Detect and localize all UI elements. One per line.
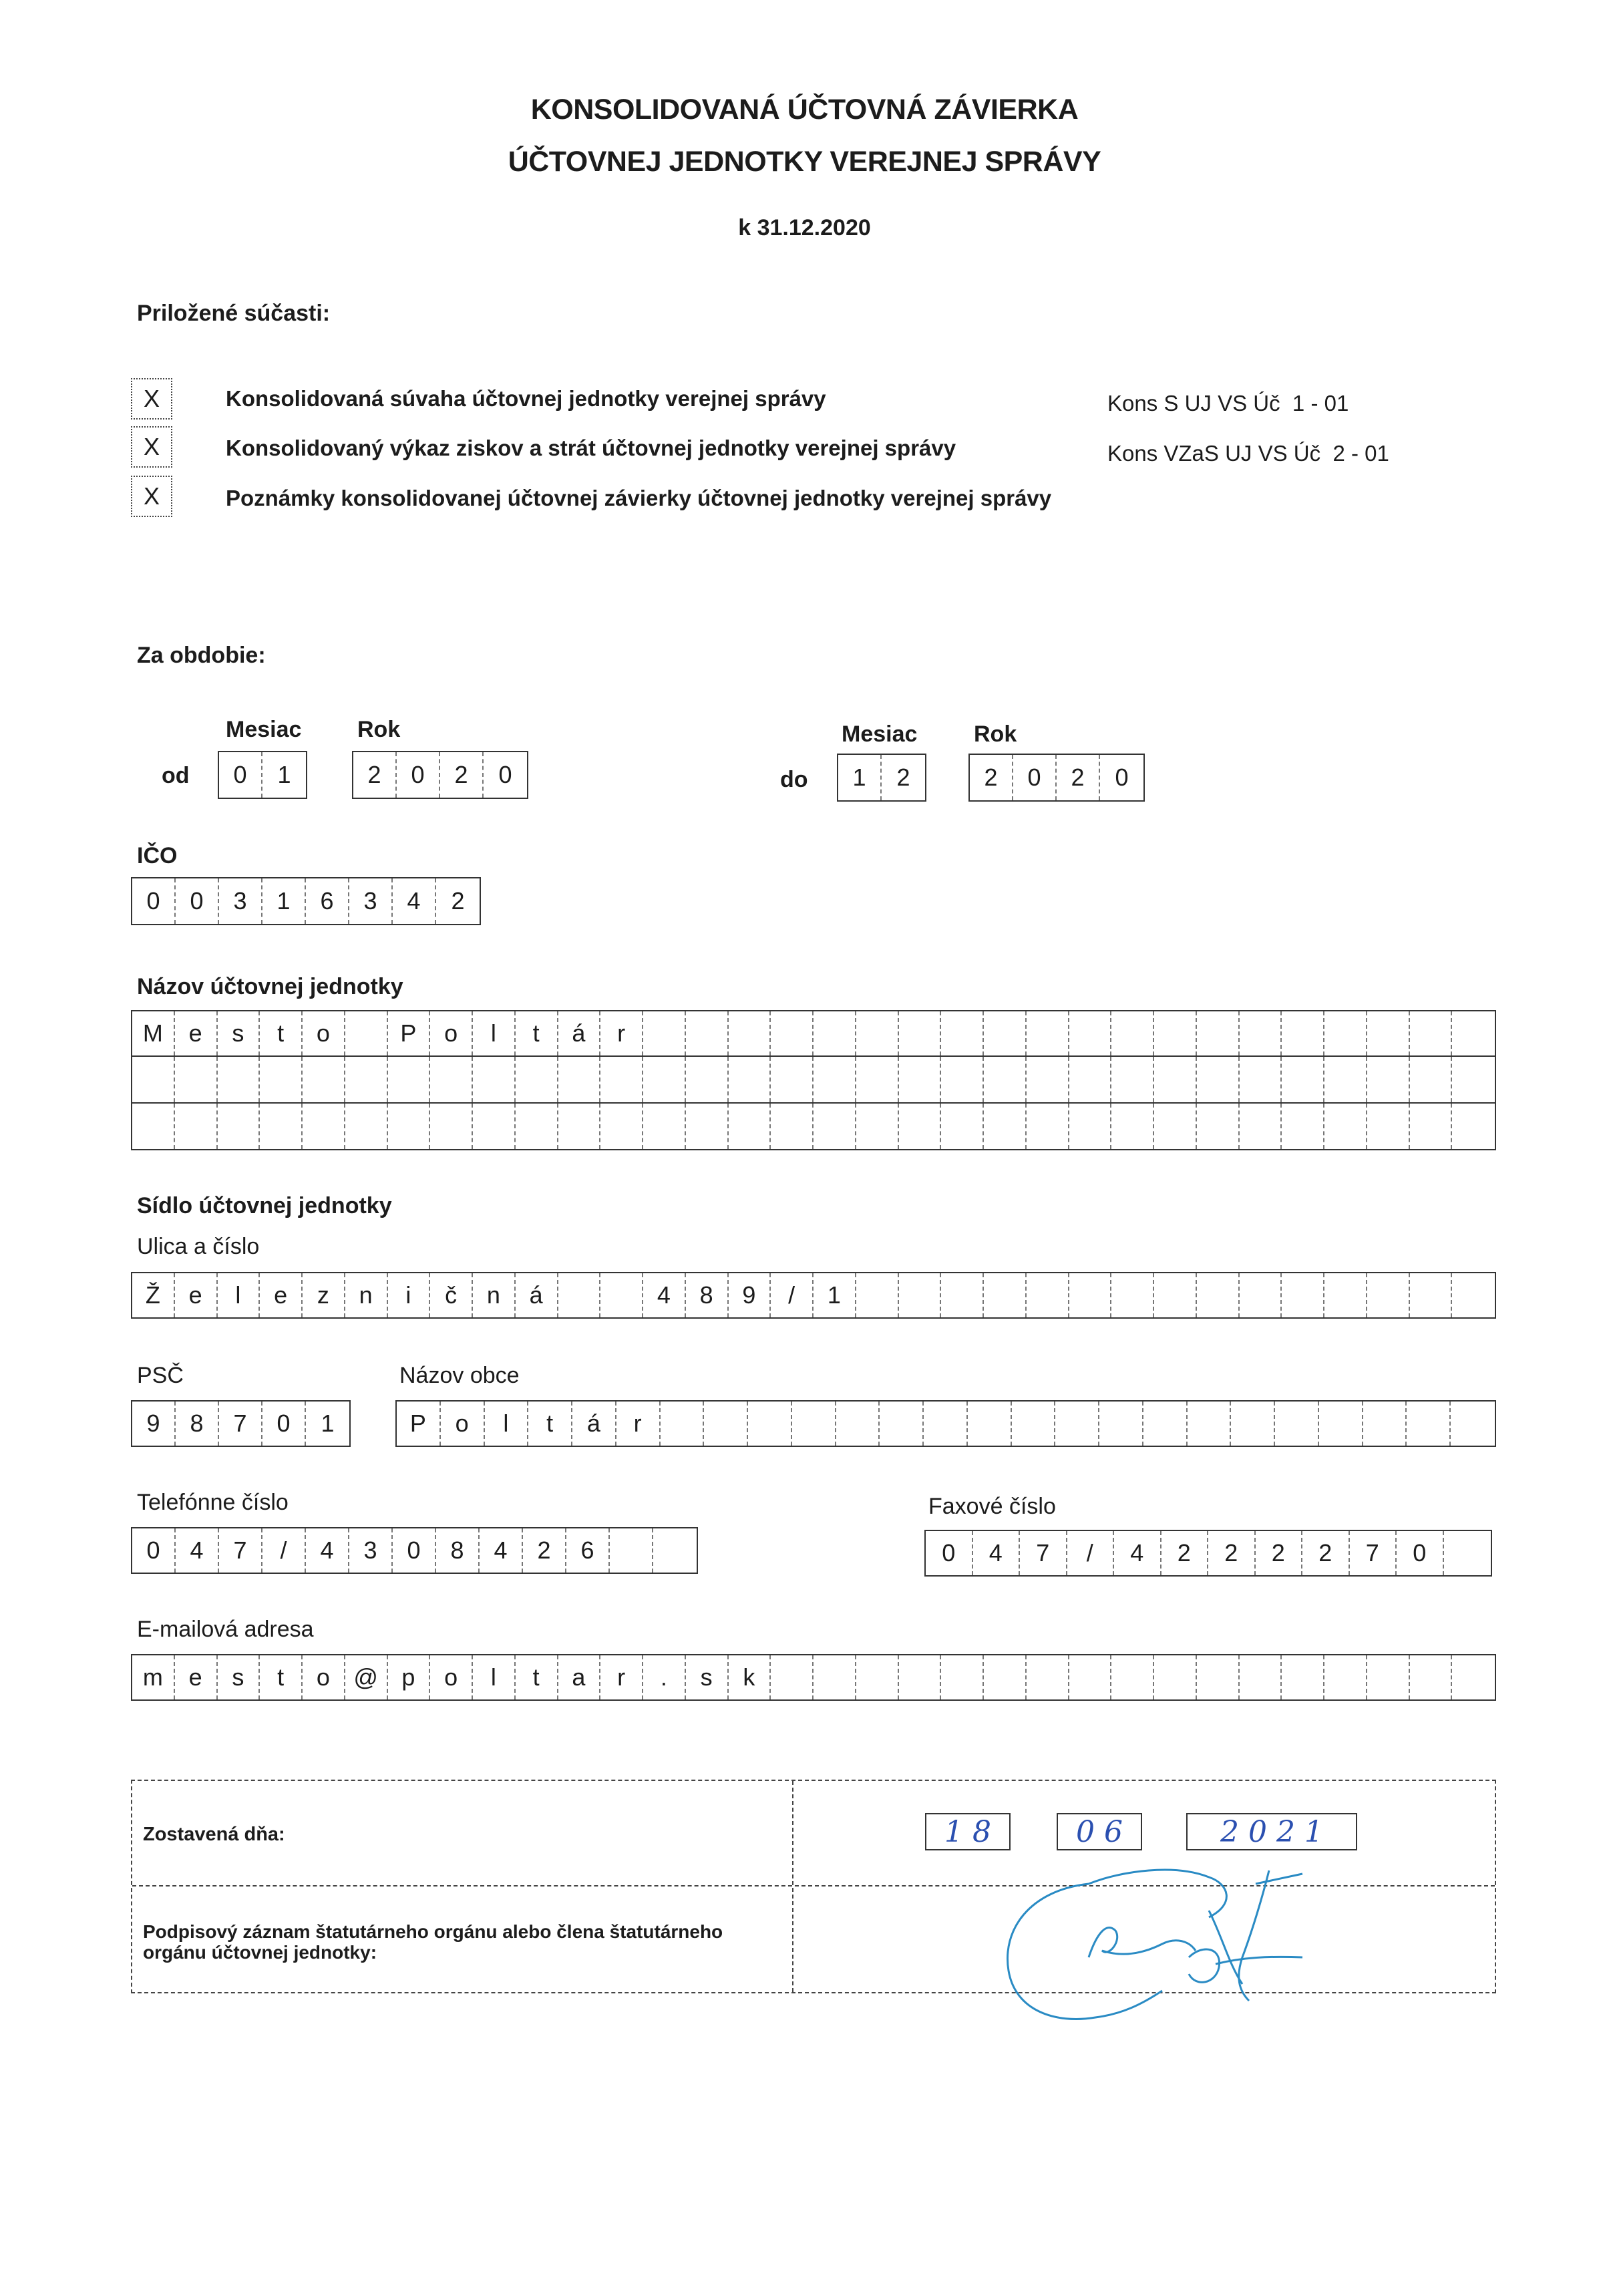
char-cell: 2 bbox=[1256, 1531, 1303, 1575]
char-cell: n bbox=[473, 1273, 516, 1317]
char-cell: 0 bbox=[132, 1528, 176, 1573]
from-year-field[interactable] bbox=[352, 751, 528, 799]
char-cell bbox=[643, 1011, 686, 1055]
char-cell bbox=[856, 1655, 899, 1699]
char-cell bbox=[661, 1402, 705, 1446]
char-cell: 4 bbox=[973, 1531, 1021, 1575]
digit-cell: 2 bbox=[1057, 755, 1100, 800]
char-cell: 3 bbox=[349, 878, 393, 924]
char-cell: 2 bbox=[451, 887, 465, 915]
char-cell bbox=[388, 1057, 431, 1102]
char-cell bbox=[984, 1011, 1027, 1055]
char-cell: M bbox=[132, 1011, 175, 1055]
char-cell bbox=[1143, 1402, 1188, 1446]
char-cell bbox=[175, 1057, 218, 1102]
from-label: od bbox=[162, 763, 190, 788]
char-cell: t bbox=[516, 1655, 558, 1699]
char-cell: o bbox=[303, 1011, 345, 1055]
attachment-code: Kons VZaS UJ VS Úč 2 - 01 bbox=[1107, 441, 1389, 466]
digit-cell: 0 bbox=[498, 761, 512, 788]
char-cell bbox=[1282, 1011, 1324, 1055]
char-cell: 9 bbox=[132, 1402, 176, 1446]
char-cell: 4 bbox=[306, 1528, 349, 1573]
char-cell: 4 bbox=[176, 1528, 219, 1573]
char-cell: o bbox=[430, 1011, 473, 1055]
char-cell: Ž bbox=[132, 1273, 175, 1317]
char-cell bbox=[856, 1057, 899, 1102]
char-cell bbox=[600, 1057, 643, 1102]
digit-cell: 1 bbox=[838, 755, 882, 800]
char-cell bbox=[1154, 1273, 1197, 1317]
char-cell bbox=[345, 1104, 388, 1149]
char-cell bbox=[1410, 1655, 1453, 1699]
char-cell bbox=[1197, 1273, 1240, 1317]
char-cell: 7 bbox=[1020, 1531, 1067, 1575]
char-cell bbox=[1240, 1104, 1282, 1149]
attachment-row bbox=[131, 426, 172, 468]
char-cell: z bbox=[303, 1273, 345, 1317]
char-cell bbox=[899, 1057, 942, 1102]
attachment-row bbox=[131, 476, 172, 517]
char-cell bbox=[1324, 1655, 1367, 1699]
char-cell bbox=[1367, 1104, 1410, 1149]
digit-cell: 1 bbox=[277, 761, 291, 788]
char-cell bbox=[1282, 1057, 1324, 1102]
char-cell bbox=[1324, 1011, 1367, 1055]
attachments-heading: Priložené súčasti: bbox=[137, 301, 331, 326]
char-cell bbox=[558, 1273, 601, 1317]
char-cell bbox=[1451, 1402, 1495, 1446]
char-cell: 7 bbox=[219, 1402, 262, 1446]
digit-cell: 2 bbox=[970, 755, 1013, 800]
char-cell bbox=[856, 1104, 899, 1149]
char-cell bbox=[516, 1057, 558, 1102]
char-cell bbox=[1111, 1104, 1154, 1149]
char-cell: m bbox=[132, 1655, 175, 1699]
digit-cell: 0 bbox=[1013, 755, 1057, 800]
fax-field[interactable] bbox=[924, 1530, 1492, 1577]
to-month-label: Mesiac bbox=[842, 721, 918, 747]
char-cell bbox=[686, 1011, 729, 1055]
from-month-field[interactable] bbox=[218, 751, 307, 799]
entity-name-field[interactable] bbox=[131, 1010, 1496, 1150]
char-cell: e bbox=[175, 1011, 218, 1055]
char-cell bbox=[1240, 1011, 1282, 1055]
email-label: E-mailová adresa bbox=[137, 1617, 314, 1642]
char-cell bbox=[1282, 1104, 1324, 1149]
char-cell bbox=[600, 1273, 643, 1317]
char-cell bbox=[1197, 1011, 1240, 1055]
char-cell: 6 bbox=[566, 1528, 610, 1573]
char-cell bbox=[473, 1057, 516, 1102]
char-cell bbox=[1027, 1104, 1069, 1149]
char-cell: 6 bbox=[306, 878, 349, 924]
char-cell bbox=[814, 1104, 856, 1149]
char-cell bbox=[1324, 1273, 1367, 1317]
compiled-date-label: Zostavená dňa: bbox=[143, 1824, 285, 1845]
attachment-checkbox[interactable]: X bbox=[131, 476, 172, 517]
char-cell bbox=[345, 1011, 388, 1055]
char-cell: r bbox=[600, 1011, 643, 1055]
period-heading: Za obdobie: bbox=[137, 643, 266, 668]
entity-name-label: Názov účtovnej jednotky bbox=[137, 974, 403, 999]
char-cell: s bbox=[218, 1011, 260, 1055]
char-cell bbox=[984, 1273, 1027, 1317]
signature-label: Podpisový záznam štatutárneho orgánu alebo člena štatutárneho orgánu účtovnej jednotky: bbox=[143, 1921, 723, 1963]
char-cell: k bbox=[729, 1655, 771, 1699]
char-cell bbox=[1069, 1011, 1112, 1055]
char-cell: o bbox=[441, 1402, 485, 1446]
char-cell bbox=[771, 1011, 814, 1055]
char-cell bbox=[771, 1057, 814, 1102]
char-cell: 8 bbox=[686, 1273, 729, 1317]
char-cell bbox=[260, 1057, 303, 1102]
char-cell: e bbox=[260, 1273, 303, 1317]
char-cell: a bbox=[558, 1655, 601, 1699]
digit-cell: 2 bbox=[353, 752, 397, 798]
char-cell bbox=[1367, 1057, 1410, 1102]
char-cell bbox=[941, 1011, 984, 1055]
char-cell: 1 bbox=[321, 1410, 335, 1437]
char-cell bbox=[610, 1528, 653, 1573]
char-cell bbox=[1282, 1655, 1324, 1699]
char-cell bbox=[941, 1273, 984, 1317]
char-cell bbox=[558, 1104, 601, 1149]
char-cell: / bbox=[771, 1273, 814, 1317]
char-cell bbox=[1240, 1655, 1282, 1699]
char-cell bbox=[1452, 1655, 1495, 1699]
char-cell bbox=[899, 1104, 942, 1149]
char-cell bbox=[1069, 1273, 1112, 1317]
month-box[interactable] bbox=[1057, 1813, 1142, 1850]
char-cell bbox=[899, 1655, 942, 1699]
char-cell: 4 bbox=[393, 878, 436, 924]
signature-drawing bbox=[989, 1857, 1336, 2044]
ico-field[interactable] bbox=[131, 877, 481, 925]
digit-cell: 0 bbox=[1115, 764, 1129, 791]
char-cell bbox=[1452, 1057, 1495, 1102]
char-cell bbox=[968, 1402, 1012, 1446]
char-cell bbox=[1240, 1273, 1282, 1317]
year-value: 2 0 2 1 bbox=[1220, 1815, 1323, 1849]
phone-field[interactable] bbox=[131, 1527, 698, 1574]
char-cell: 0 bbox=[132, 878, 176, 924]
char-cell: á bbox=[572, 1402, 616, 1446]
char-cell: 2 bbox=[1208, 1531, 1256, 1575]
char-cell bbox=[1111, 1057, 1154, 1102]
char-cell bbox=[748, 1402, 792, 1446]
char-cell bbox=[653, 1528, 697, 1573]
char-cell: / bbox=[262, 1528, 306, 1573]
char-cell: @ bbox=[345, 1655, 388, 1699]
char-cell bbox=[345, 1057, 388, 1102]
attachment-row bbox=[131, 378, 172, 420]
char-cell: s bbox=[218, 1655, 260, 1699]
char-cell bbox=[984, 1057, 1027, 1102]
char-cell: / bbox=[1067, 1531, 1115, 1575]
char-cell bbox=[643, 1057, 686, 1102]
char-cell bbox=[1319, 1402, 1363, 1446]
char-cell bbox=[558, 1057, 601, 1102]
char-cell: á bbox=[558, 1011, 601, 1055]
char-cell bbox=[729, 1104, 771, 1149]
char-cell: 4 bbox=[1114, 1531, 1161, 1575]
char-cell bbox=[771, 1104, 814, 1149]
char-cell: o bbox=[430, 1655, 473, 1699]
char-cell: . bbox=[643, 1655, 686, 1699]
attachment-checkbox[interactable]: X bbox=[131, 378, 172, 420]
char-cell: 3 bbox=[349, 1528, 393, 1573]
char-cell bbox=[260, 1104, 303, 1149]
char-cell bbox=[132, 1104, 175, 1149]
char-cell bbox=[473, 1104, 516, 1149]
char-cell bbox=[836, 1402, 880, 1446]
char-cell: 7 bbox=[219, 1528, 262, 1573]
char-cell bbox=[729, 1011, 771, 1055]
char-cell bbox=[792, 1402, 836, 1446]
char-cell bbox=[880, 1402, 924, 1446]
day-value: 1 8 bbox=[944, 1815, 991, 1849]
attachment-label: Konsolidovaný výkaz ziskov a strát účtovnej jednotky verejnej správy bbox=[226, 436, 956, 460]
char-cell bbox=[814, 1057, 856, 1102]
char-cell bbox=[1111, 1273, 1154, 1317]
city-label: Názov obce bbox=[399, 1363, 520, 1388]
char-cell bbox=[1188, 1402, 1232, 1446]
char-cell: p bbox=[388, 1655, 431, 1699]
char-cell: 8 bbox=[436, 1528, 480, 1573]
char-cell: e bbox=[175, 1273, 218, 1317]
from-month-label: Mesiac bbox=[226, 717, 302, 742]
phone-label: Telefónne číslo bbox=[137, 1490, 289, 1515]
char-cell bbox=[1154, 1655, 1197, 1699]
to-label: do bbox=[780, 767, 808, 792]
char-cell bbox=[1363, 1402, 1407, 1446]
char-cell bbox=[856, 1273, 899, 1317]
char-cell: r bbox=[600, 1655, 643, 1699]
attachment-label: Konsolidovaná súvaha účtovnej jednotky verejnej správy bbox=[226, 386, 826, 411]
char-cell: s bbox=[686, 1655, 729, 1699]
char-cell bbox=[729, 1057, 771, 1102]
char-cell bbox=[984, 1104, 1027, 1149]
char-cell: 0 bbox=[393, 1528, 436, 1573]
char-cell bbox=[1324, 1104, 1367, 1149]
char-cell bbox=[1367, 1655, 1410, 1699]
month-value: 0 6 bbox=[1076, 1815, 1123, 1849]
attachment-label: Poznámky konsolidovanej účtovnej závierky účtovnej jednotky verejnej správy bbox=[226, 486, 1052, 510]
char-cell bbox=[1410, 1104, 1453, 1149]
char-cell: 0 bbox=[1397, 1531, 1444, 1575]
char-cell: i bbox=[388, 1273, 431, 1317]
char-cell: 2 bbox=[1161, 1531, 1209, 1575]
char-cell bbox=[1154, 1011, 1197, 1055]
char-cell bbox=[1410, 1057, 1453, 1102]
char-cell: l bbox=[485, 1402, 529, 1446]
char-cell: 1 bbox=[814, 1273, 856, 1317]
char-cell bbox=[1197, 1655, 1240, 1699]
attachment-checkbox[interactable]: X bbox=[131, 426, 172, 468]
char-cell: e bbox=[175, 1655, 218, 1699]
char-cell: r bbox=[616, 1402, 661, 1446]
char-cell: č bbox=[430, 1273, 473, 1317]
char-cell bbox=[1452, 1011, 1495, 1055]
char-cell: l bbox=[218, 1273, 260, 1317]
char-cell: 4 bbox=[643, 1273, 686, 1317]
char-cell: 3 bbox=[219, 878, 262, 924]
char-cell bbox=[1367, 1273, 1410, 1317]
char-cell bbox=[1055, 1402, 1099, 1446]
psc-label: PSČ bbox=[137, 1363, 184, 1388]
from-year-label: Rok bbox=[357, 717, 401, 742]
char-cell: 2 bbox=[523, 1528, 566, 1573]
char-cell: á bbox=[516, 1273, 558, 1317]
char-cell bbox=[814, 1655, 856, 1699]
digit-cell: 2 bbox=[440, 752, 484, 798]
char-cell: t bbox=[260, 1011, 303, 1055]
char-cell bbox=[1027, 1655, 1069, 1699]
char-cell: 2 bbox=[1302, 1531, 1350, 1575]
char-cell bbox=[388, 1104, 431, 1149]
char-cell: 4 bbox=[480, 1528, 523, 1573]
psc-field[interactable] bbox=[131, 1400, 351, 1447]
char-cell bbox=[1452, 1104, 1495, 1149]
char-cell: 8 bbox=[176, 1402, 219, 1446]
char-cell bbox=[1154, 1057, 1197, 1102]
address-heading: Sídlo účtovnej jednotky bbox=[137, 1193, 392, 1218]
char-cell: t bbox=[516, 1011, 558, 1055]
char-cell: 7 bbox=[1350, 1531, 1397, 1575]
ico-label: IČO bbox=[137, 843, 178, 868]
char-cell bbox=[430, 1104, 473, 1149]
char-cell bbox=[303, 1057, 345, 1102]
char-cell: l bbox=[473, 1655, 516, 1699]
to-year-field[interactable] bbox=[968, 754, 1145, 802]
city-field[interactable] bbox=[395, 1400, 1496, 1447]
char-cell bbox=[941, 1104, 984, 1149]
char-cell bbox=[1154, 1104, 1197, 1149]
street-field[interactable] bbox=[131, 1272, 1496, 1319]
char-cell bbox=[1197, 1104, 1240, 1149]
char-cell bbox=[430, 1057, 473, 1102]
char-cell bbox=[1410, 1273, 1453, 1317]
char-cell: 0 bbox=[926, 1531, 973, 1575]
char-cell: 0 bbox=[176, 878, 219, 924]
page-title-line2: ÚČTOVNEJ JEDNOTKY VEREJNEJ SPRÁVY bbox=[508, 146, 1101, 178]
char-cell bbox=[856, 1011, 899, 1055]
char-cell: P bbox=[388, 1011, 431, 1055]
char-cell bbox=[899, 1011, 942, 1055]
year-box[interactable] bbox=[1186, 1813, 1357, 1850]
char-cell bbox=[643, 1104, 686, 1149]
char-cell bbox=[1027, 1011, 1069, 1055]
char-cell bbox=[924, 1402, 968, 1446]
char-cell bbox=[686, 1057, 729, 1102]
char-cell bbox=[941, 1057, 984, 1102]
char-cell: 9 bbox=[729, 1273, 771, 1317]
char-cell bbox=[1027, 1273, 1069, 1317]
char-cell bbox=[1069, 1104, 1112, 1149]
char-cell bbox=[686, 1104, 729, 1149]
char-cell: P bbox=[397, 1402, 441, 1446]
char-cell: t bbox=[260, 1655, 303, 1699]
char-cell bbox=[1111, 1011, 1154, 1055]
street-label: Ulica a číslo bbox=[137, 1234, 260, 1259]
char-cell bbox=[1240, 1057, 1282, 1102]
char-cell bbox=[600, 1104, 643, 1149]
char-cell bbox=[1197, 1057, 1240, 1102]
char-cell: 1 bbox=[262, 878, 306, 924]
digit-cell: 0 bbox=[219, 752, 262, 798]
day-box[interactable] bbox=[925, 1813, 1011, 1850]
char-cell bbox=[814, 1011, 856, 1055]
char-cell bbox=[1407, 1402, 1451, 1446]
char-cell bbox=[1367, 1011, 1410, 1055]
email-field[interactable] bbox=[131, 1654, 1496, 1701]
char-cell bbox=[516, 1104, 558, 1149]
char-cell: t bbox=[528, 1402, 572, 1446]
char-cell bbox=[984, 1655, 1027, 1699]
report-date: k 31.12.2020 bbox=[738, 215, 871, 240]
char-cell bbox=[1282, 1273, 1324, 1317]
char-cell bbox=[1069, 1655, 1112, 1699]
char-cell bbox=[303, 1104, 345, 1149]
char-cell bbox=[132, 1057, 175, 1102]
attachment-code: Kons S UJ VS Úč 1 - 01 bbox=[1107, 391, 1349, 416]
char-cell bbox=[218, 1057, 260, 1102]
char-cell bbox=[899, 1273, 942, 1317]
char-cell: l bbox=[473, 1011, 516, 1055]
char-cell bbox=[1324, 1057, 1367, 1102]
char-cell bbox=[218, 1104, 260, 1149]
char-cell bbox=[1012, 1402, 1056, 1446]
char-cell bbox=[1452, 1273, 1495, 1317]
char-cell bbox=[175, 1104, 218, 1149]
table-divider bbox=[792, 1781, 793, 1992]
char-cell bbox=[1111, 1655, 1154, 1699]
char-cell bbox=[704, 1402, 748, 1446]
char-cell bbox=[771, 1655, 814, 1699]
char-cell bbox=[1444, 1531, 1491, 1575]
fax-label: Faxové číslo bbox=[928, 1494, 1056, 1519]
page-title-line1: KONSOLIDOVANÁ ÚČTOVNÁ ZÁVIERKA bbox=[530, 94, 1079, 126]
digit-cell: 2 bbox=[896, 764, 910, 791]
char-cell: n bbox=[345, 1273, 388, 1317]
char-cell bbox=[1410, 1011, 1453, 1055]
char-cell bbox=[1099, 1402, 1143, 1446]
to-month-field[interactable] bbox=[837, 754, 926, 802]
digit-cell: 0 bbox=[397, 752, 440, 798]
char-cell bbox=[941, 1655, 984, 1699]
char-cell bbox=[1069, 1057, 1112, 1102]
char-cell bbox=[1275, 1402, 1319, 1446]
to-year-label: Rok bbox=[974, 721, 1017, 747]
char-cell: 0 bbox=[262, 1402, 306, 1446]
char-cell bbox=[1231, 1402, 1275, 1446]
char-cell: o bbox=[303, 1655, 345, 1699]
char-cell bbox=[1027, 1057, 1069, 1102]
